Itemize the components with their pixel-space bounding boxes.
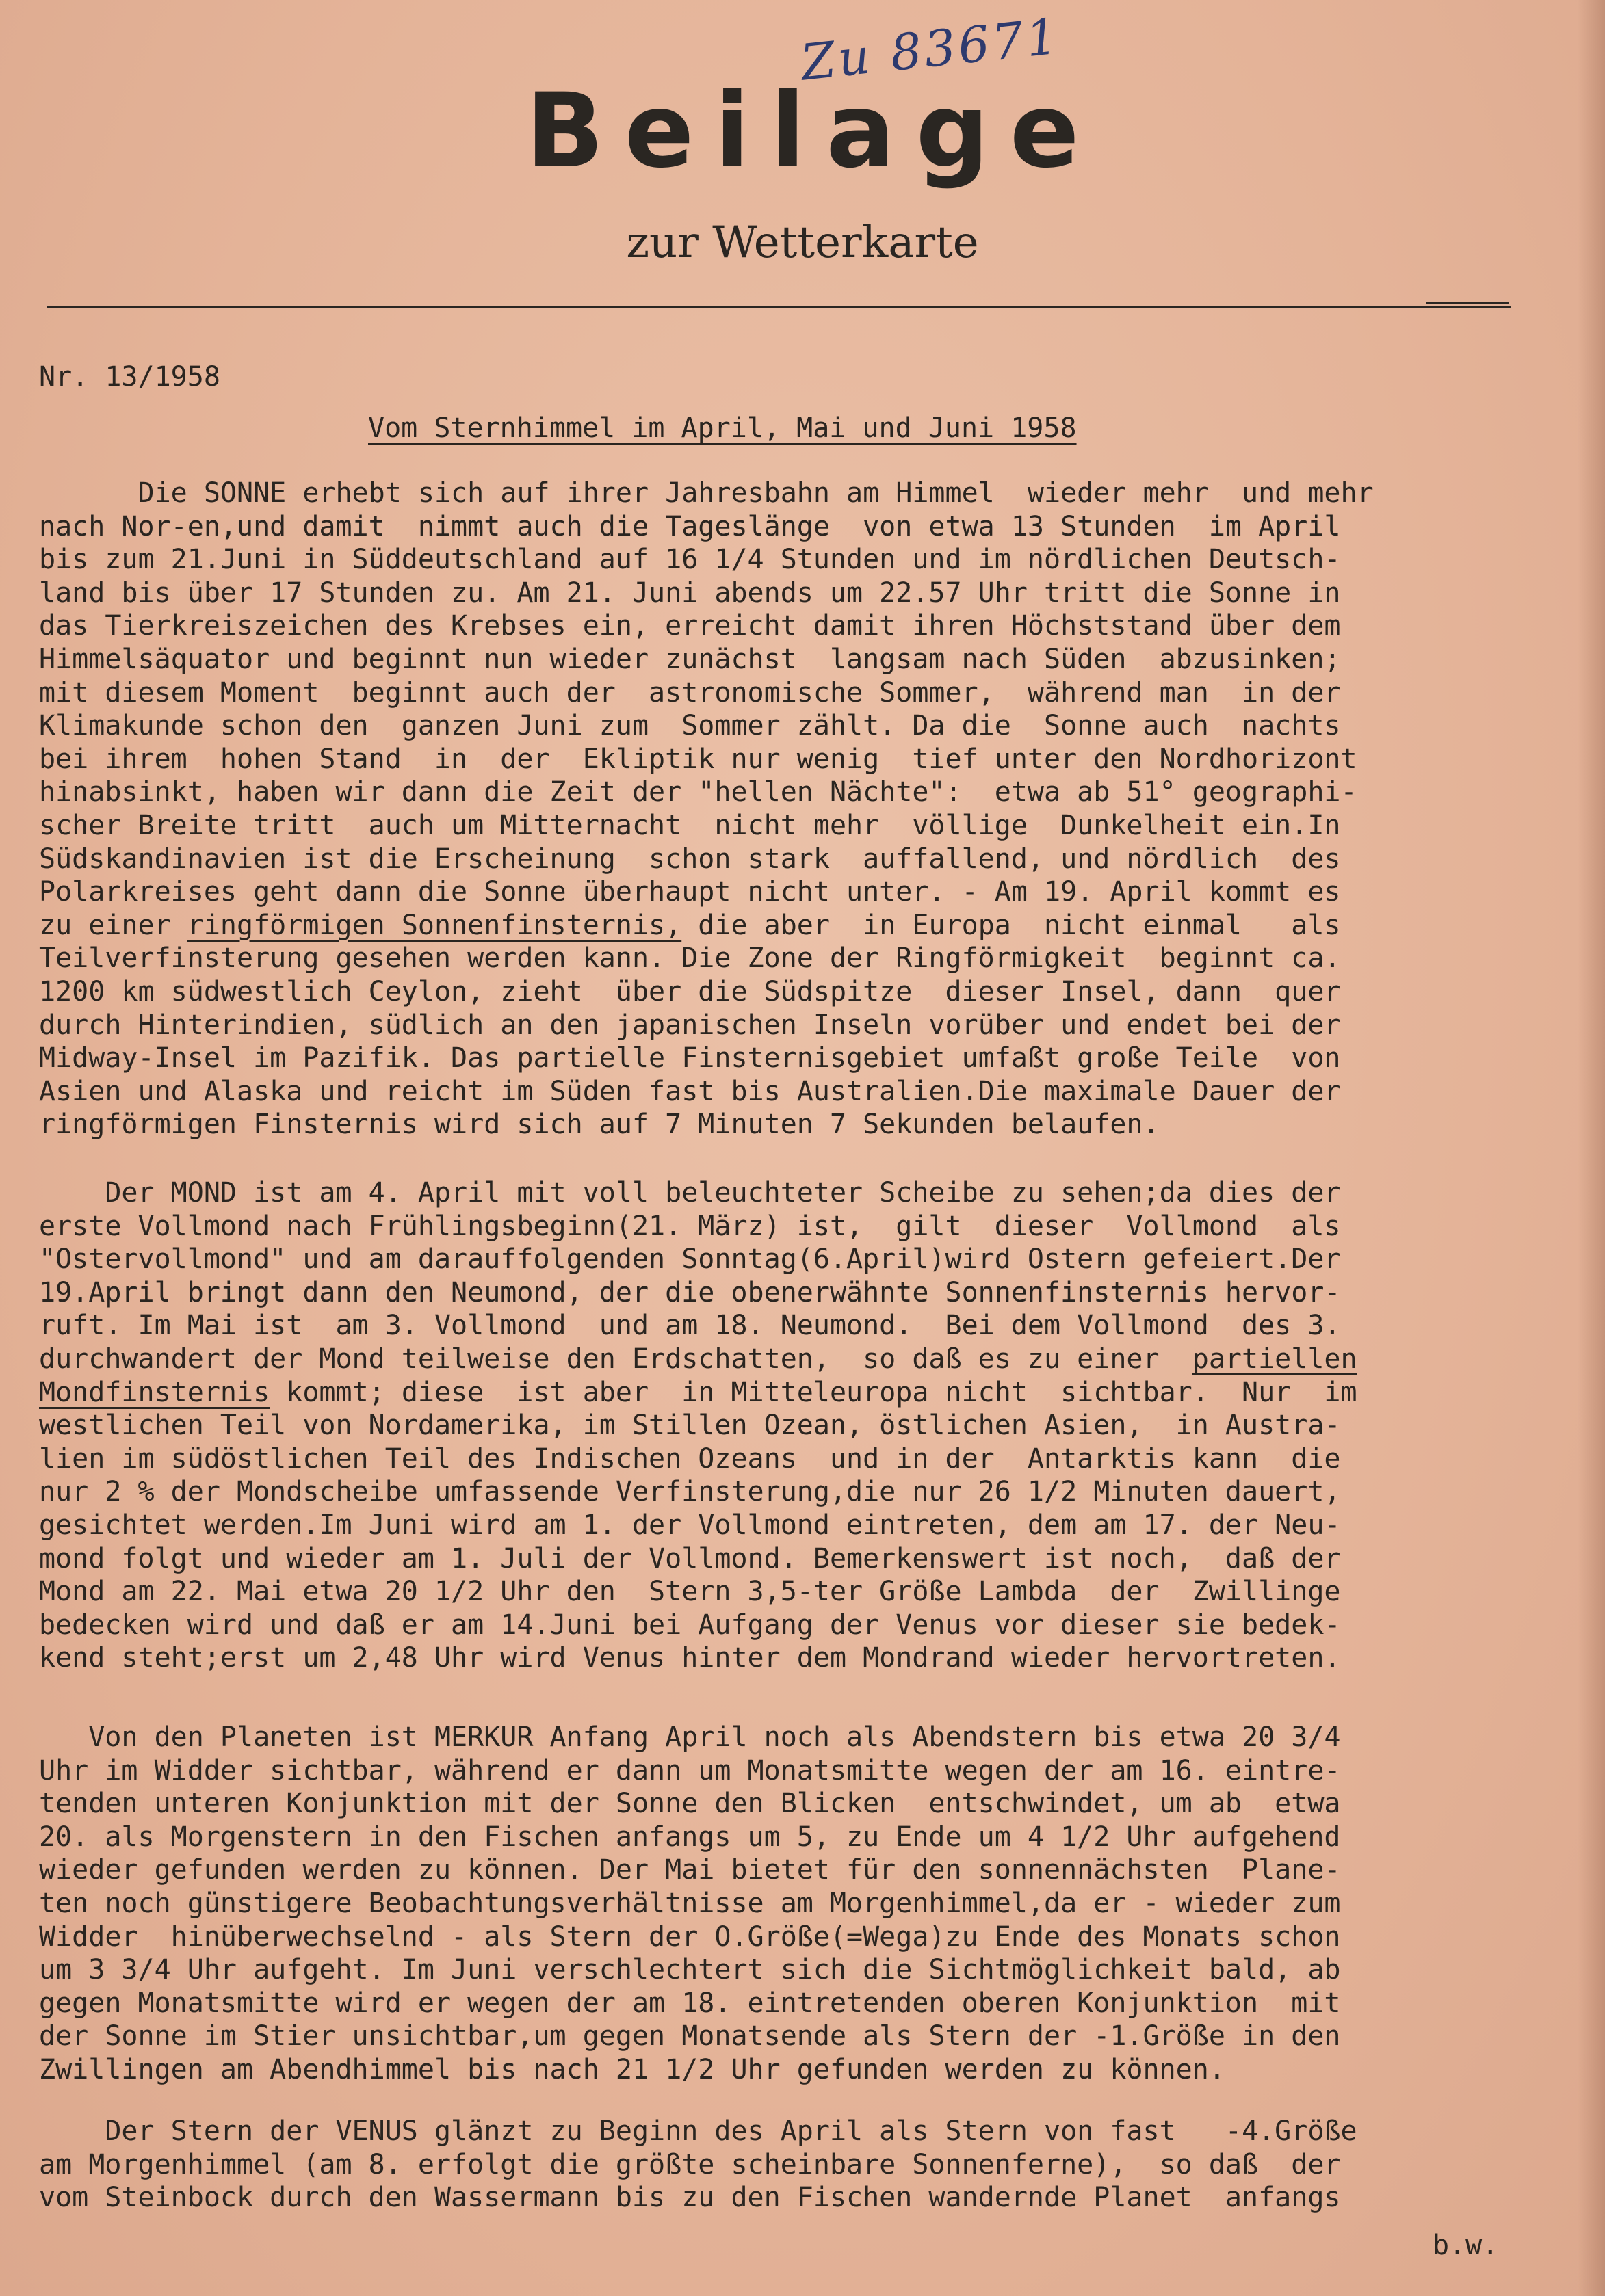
- text-line: [39, 809, 1506, 843]
- text-line: [39, 1721, 1506, 1754]
- text-segment: die aber in Europa nicht einmal als: [681, 909, 1341, 941]
- text-line: [39, 2181, 1506, 2215]
- text-line: [39, 875, 1506, 909]
- text-line: [39, 1009, 1506, 1042]
- page-continuation-note: b.w.: [1433, 2230, 1499, 2261]
- underlined-term: Mondfinsternis: [39, 1376, 270, 1408]
- header-divider: [47, 306, 1511, 308]
- document-subtitle: zur Wetterkarte: [626, 217, 979, 268]
- text-line: [39, 1575, 1506, 1609]
- text-segment: durchwandert der Mond teilweise den Erdschatten, so daß es zu einer: [39, 1343, 1192, 1375]
- text-segment: gesichtet werden.Im Juni wird am 1. der Vollmond eintreten, dem am 17. der Neu-: [39, 1509, 1341, 1541]
- text-segment: Polarkreises geht dann die Sonne überhaupt nicht unter. - Am 19. April kommt es: [39, 876, 1341, 908]
- text-line: [39, 1176, 1506, 1210]
- paragraph-mond: [39, 1176, 1506, 1675]
- text-line: [39, 2148, 1506, 2182]
- text-segment: um 3 3/4 Uhr aufgeht. Im Juni verschlechtert sich die Sichtmöglichkeit bald, ab: [39, 1954, 1341, 1986]
- text-line: [39, 1609, 1506, 1642]
- text-segment: Südskandinavien ist die Erscheinung schon stark auffallend, und nördlich des: [39, 843, 1341, 875]
- text-segment: Himmelsäquator und beginnt nun wieder zunächst langsam nach Süden abzusinken;: [39, 643, 1341, 675]
- text-segment: bei ihrem hohen Stand in der Ekliptik nur wenig tief unter den Nordhorizont: [39, 743, 1357, 775]
- text-line: [39, 609, 1506, 643]
- text-line: [39, 1641, 1506, 1675]
- text-segment: bis zum 21.Juni in Süddeutschland auf 16 1/4 Stunden und im nördlichen Deutsch-: [39, 544, 1341, 576]
- text-segment: Asien und Alaska und reicht im Süden fast bis Australien.Die maximale Dauer der: [39, 1075, 1341, 1107]
- text-segment: Der MOND ist am 4. April mit voll beleuchteter Scheibe zu sehen;da dies der: [39, 1177, 1341, 1209]
- underlined-term: ringförmigen Sonnenfinsternis,: [187, 909, 682, 941]
- text-line: [39, 1853, 1506, 1887]
- text-segment: ruft. Im Mai ist am 3. Vollmond und am 18. Neumond. Bei dem Vollmond des 3.: [39, 1310, 1341, 1342]
- text-line: [39, 776, 1506, 809]
- text-line: [39, 1887, 1506, 1921]
- text-segment: kend steht;erst um 2,48 Uhr wird Venus hinter dem Mondrand wieder hervortreten.: [39, 1642, 1341, 1674]
- text-segment: Uhr im Widder sichtbar, während er dann um Monatsmitte wegen der am 16. eintre-: [39, 1754, 1341, 1786]
- text-line: [39, 1276, 1506, 1310]
- text-line: [39, 577, 1506, 610]
- text-segment: scher Breite tritt auch um Mitternacht nicht mehr völlige Dunkelheit ein.In: [39, 809, 1341, 841]
- text-segment: Klimakunde schon den ganzen Juni zum Sommer zählt. Da die Sonne auch nachts: [39, 710, 1341, 742]
- text-segment: Widder hinüberwechselnd - als Stern der O.Größe(=Wega)zu Ende des Monats schon: [39, 1921, 1341, 1953]
- text-line: [39, 1343, 1506, 1376]
- text-segment: nach Nor-en,und damit nimmt auch die Tageslänge von etwa 13 Stunden im April: [39, 510, 1341, 542]
- text-segment: Teilverfinsterung gesehen werden kann. Die Zone der Ringförmigkeit beginnt ca.: [39, 942, 1341, 975]
- text-segment: Von den Planeten ist MERKUR Anfang April noch als Abendstern bis etwa 20 3/4: [39, 1721, 1341, 1753]
- text-line: [39, 1409, 1506, 1442]
- text-line: [39, 1309, 1506, 1343]
- text-segment: erste Vollmond nach Frühlingsbeginn(21. März) ist, gilt dieser Vollmond als: [39, 1210, 1341, 1242]
- text-line: [39, 1376, 1506, 1410]
- text-line: [39, 1108, 1506, 1142]
- text-segment: mit diesem Moment beginnt auch der astronomische Sommer, während man in der: [39, 676, 1341, 709]
- text-segment: zu einer: [39, 909, 187, 941]
- underlined-term: partiellen: [1192, 1343, 1357, 1375]
- text-segment: Zwillingen am Abendhimmel bis nach 21 1/2 Uhr gefunden werden zu können.: [39, 2053, 1225, 2085]
- text-segment: durch Hinterindien, südlich an den japanischen Inseln vorüber und endet bei der: [39, 1009, 1341, 1041]
- text-line: [39, 2053, 1506, 2087]
- text-line: [39, 510, 1506, 544]
- text-segment: "Ostervollmond" und am darauffolgenden Sonntag(6.April)wird Ostern gefeiert.Der: [39, 1243, 1341, 1276]
- text-segment: kommt; diese ist aber in Mitteleuropa nicht sichtbar. Nur im: [270, 1376, 1357, 1408]
- text-segment: nur 2 % der Mondscheibe umfassende Verfinsterung,die nur 26 1/2 Minuten dauert,: [39, 1476, 1341, 1508]
- text-segment: wieder gefunden werden zu können. Der Mai bietet für den sonnennächsten Plane-: [39, 1854, 1341, 1886]
- text-line: [39, 477, 1506, 510]
- text-segment: westlichen Teil von Nordamerika, im Stillen Ozean, östlichen Asien, in Austra-: [39, 1410, 1341, 1442]
- paragraph-merkur: [39, 1721, 1506, 2087]
- text-line: [39, 1987, 1506, 2020]
- text-line: [39, 975, 1506, 1009]
- text-segment: bedecken wird und daß er am 14.Juni bei Aufgang der Venus vor dieser sie bedek-: [39, 1609, 1341, 1641]
- text-segment: lien im südöstlichen Teil des Indischen Ozeans und in der Antarktis kann die: [39, 1442, 1341, 1475]
- page-edge-shadow: [1578, 0, 1605, 2296]
- text-line: [39, 2020, 1506, 2053]
- text-line: [39, 909, 1506, 942]
- text-line: [39, 1075, 1506, 1109]
- text-segment: 19.April bringt dann den Neumond, der die obenerwähnte Sonnenfinsternis hervor-: [39, 1276, 1341, 1308]
- text-line: [39, 1754, 1506, 1788]
- text-segment: land bis über 17 Stunden zu. Am 21. Juni abends um 22.57 Uhr tritt die Sonne in: [39, 577, 1341, 609]
- article-title: Vom Sternhimmel im April, Mai und Juni 1958: [368, 412, 1077, 444]
- text-line: [39, 1787, 1506, 1821]
- paragraph-sonne: [39, 477, 1506, 1142]
- text-line: [39, 942, 1506, 975]
- text-line: [39, 643, 1506, 676]
- issue-number: Nr. 13/1958: [39, 361, 220, 393]
- text-line: [39, 2115, 1506, 2148]
- text-line: [39, 743, 1506, 776]
- text-line: [39, 1243, 1506, 1276]
- text-segment: hinabsinkt, haben wir dann die Zeit der "hellen Nächte": etwa ab 51° geographi-: [39, 776, 1357, 808]
- header-divider-tail: [1426, 302, 1509, 304]
- text-segment: Mond am 22. Mai etwa 20 1/2 Uhr den Stern 3,5-ter Größe Lambda der Zwillinge: [39, 1576, 1341, 1608]
- handwritten-reference-note: Zu 83671: [798, 7, 1063, 92]
- text-segment: der Sonne im Stier unsichtbar,um gegen Monatsende als Stern der -1.Größe in den: [39, 2020, 1341, 2053]
- text-segment: mond folgt und wieder am 1. Juli der Vollmond. Bemerkenswert ist noch, daß der: [39, 1542, 1341, 1574]
- text-segment: Die SONNE erhebt sich auf ihrer Jahresbahn am Himmel wieder mehr und mehr: [39, 477, 1374, 509]
- text-segment: Der Stern der VENUS glänzt zu Beginn des April als Stern von fast -4.Größe: [39, 2115, 1357, 2147]
- text-line: [39, 843, 1506, 876]
- text-segment: gegen Monatsmitte wird er wegen der am 18. eintretenden oberen Konjunktion mit: [39, 1987, 1341, 2019]
- text-segment: Midway-Insel im Pazifik. Das partielle Finsternisgebiet umfaßt große Teile von: [39, 1042, 1341, 1074]
- text-line: [39, 543, 1506, 577]
- text-line: [39, 1953, 1506, 1987]
- text-line: [39, 709, 1506, 743]
- text-line: [39, 676, 1506, 710]
- paragraph-venus: [39, 2115, 1506, 2215]
- text-segment: das Tierkreiszeichen des Krebses ein, erreicht damit ihren Höchststand über dem: [39, 610, 1341, 642]
- document-title: Beilage: [525, 72, 1100, 191]
- text-segment: vom Steinbock durch den Wassermann bis zu den Fischen wandernde Planet anfangs: [39, 2182, 1341, 2214]
- text-line: [39, 1921, 1506, 1954]
- text-line: [39, 1475, 1506, 1509]
- text-line: [39, 1509, 1506, 1542]
- text-line: [39, 1042, 1506, 1075]
- text-line: [39, 1442, 1506, 1476]
- text-segment: 20. als Morgenstern in den Fischen anfangs um 5, zu Ende um 4 1/2 Uhr aufgehend: [39, 1821, 1341, 1853]
- text-line: [39, 1210, 1506, 1243]
- text-segment: am Morgenhimmel (am 8. erfolgt die größte scheinbare Sonnenferne), so daß der: [39, 2148, 1341, 2180]
- text-segment: 1200 km südwestlich Ceylon, zieht über die Südspitze dieser Insel, dann quer: [39, 975, 1341, 1007]
- text-segment: tenden unteren Konjunktion mit der Sonne den Blicken entschwindet, um ab etwa: [39, 1788, 1341, 1820]
- text-segment: ten noch günstigere Beobachtungsverhältnisse am Morgenhimmel,da er - wieder zum: [39, 1887, 1341, 1919]
- text-line: [39, 1821, 1506, 1854]
- text-line: [39, 1542, 1506, 1576]
- text-segment: ringförmigen Finsternis wird sich auf 7 Minuten 7 Sekunden belaufen.: [39, 1109, 1160, 1141]
